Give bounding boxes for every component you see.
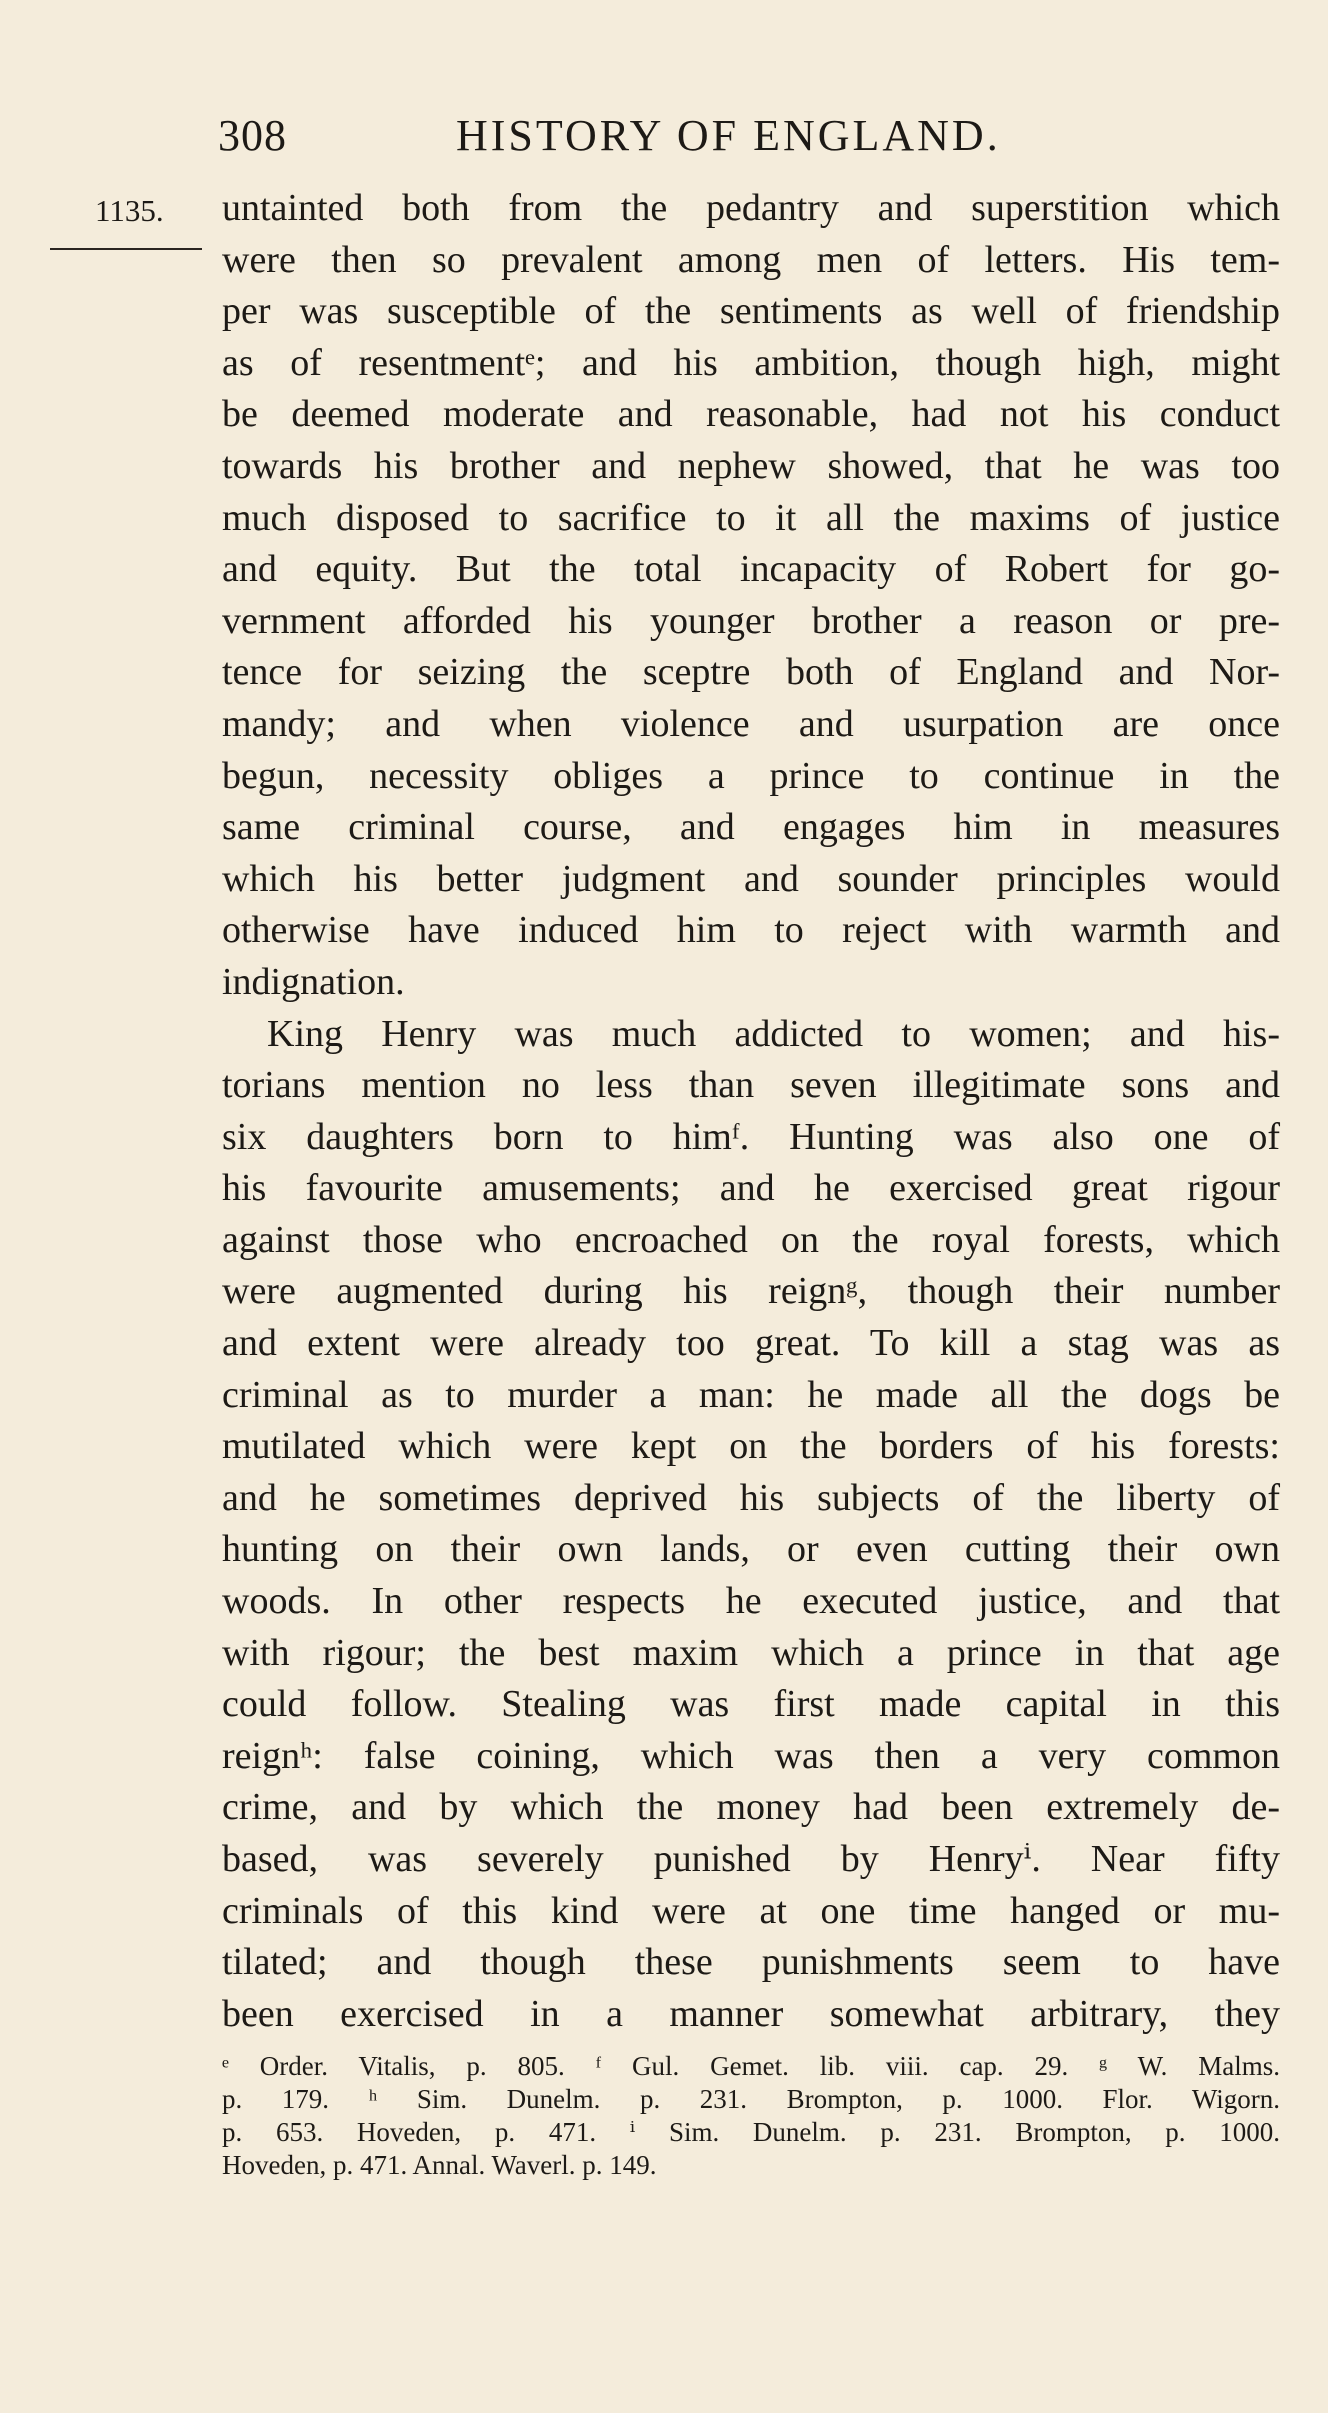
footnotes bbox=[222, 2050, 1280, 2182]
text-line: hunting on their own lands, or even cutting their own bbox=[222, 1528, 1280, 1571]
text-line: based, was severely punished by Henryⁱ. Near fifty bbox=[222, 1838, 1280, 1880]
text-line: indignation. bbox=[222, 960, 405, 1003]
text-line: mutilated which were kept on the borders of his forests: bbox=[222, 1425, 1280, 1468]
text-line: tilated; and though these punishments seem to have bbox=[222, 1941, 1280, 1984]
text-line: tence for seizing the sceptre both of England and Nor- bbox=[222, 651, 1280, 694]
text-line: and equity. But the total incapacity of Robert for go- bbox=[222, 548, 1280, 591]
text-line: as of resentmentᵉ; and his ambition, though high, might bbox=[222, 341, 1280, 384]
text-line: much disposed to sacrifice to it all the maxims of justice bbox=[222, 496, 1280, 539]
text-line: woods. In other respects he executed justice, and that bbox=[222, 1580, 1280, 1623]
text-line: and he sometimes deprived his subjects of the liberty of bbox=[222, 1476, 1280, 1519]
text-line: against those who encroached on the royal forests, which bbox=[222, 1218, 1280, 1261]
body-text bbox=[222, 183, 1280, 2040]
text-line: torians mention no less than seven illegitimate sons and bbox=[222, 1064, 1280, 1107]
footnote-line: ᵉ Order. Vitalis, p. 805. ᶠ Gul. Gemet. lib. viii. cap. 29. ᵍ W. Malms. bbox=[222, 2051, 1280, 2081]
text-line: were augmented during his reignᵍ, though their number bbox=[222, 1270, 1280, 1313]
text-line: per was susceptible of the sentiments as well of friendship bbox=[222, 290, 1280, 333]
text-line: with rigour; the best maxim which a prince in that age bbox=[222, 1631, 1280, 1674]
text-line: towards his brother and nephew showed, that he was too bbox=[222, 444, 1280, 487]
footnote-line: Hoveden, p. 471. Annal. Waverl. p. 149. bbox=[222, 2150, 657, 2180]
running-title: HISTORY OF ENGLAND. bbox=[456, 111, 1001, 160]
text-line: mandy; and when violence and usurpation are once bbox=[222, 702, 1280, 745]
margin-year: 1135. bbox=[95, 193, 164, 228]
page-number: 308 bbox=[218, 111, 287, 160]
text-line: begun, necessity obliges a prince to continue in the bbox=[222, 754, 1280, 797]
text-line: criminal as to murder a man: he made all the dogs be bbox=[222, 1373, 1280, 1416]
text-line: six daughters born to himᶠ. Hunting was also one of bbox=[222, 1115, 1280, 1158]
footnote-line: p. 179. ʰ Sim. Dunelm. p. 231. Brompton, p. 1000. Flor. Wigorn. bbox=[222, 2084, 1280, 2114]
text-line: were then so prevalent among men of letters. His tem- bbox=[222, 238, 1280, 281]
footnote-line: p. 653. Hoveden, p. 471. ⁱ Sim. Dunelm. p. 231. Brompton, p. 1000. bbox=[222, 2117, 1280, 2147]
margin-rule bbox=[50, 248, 202, 250]
text-line: vernment afforded his younger brother a reason or pre- bbox=[222, 599, 1280, 642]
text-line: criminals of this kind were at one time hanged or mu- bbox=[222, 1889, 1280, 1932]
page-header bbox=[218, 110, 1278, 170]
text-line: reignʰ: false coining, which was then a very common bbox=[222, 1734, 1280, 1777]
text-line: crime, and by which the money had been extremely de- bbox=[222, 1786, 1280, 1829]
text-line: which his better judgment and sounder principles would bbox=[222, 857, 1280, 900]
text-line: same criminal course, and engages him in measures bbox=[222, 806, 1280, 849]
text-line: could follow. Stealing was first made capital in this bbox=[222, 1683, 1280, 1726]
text-line: his favourite amusements; and he exercised great rigour bbox=[222, 1167, 1280, 1210]
text-line: been exercised in a manner somewhat arbitrary, they bbox=[222, 1992, 1280, 2035]
text-line: King Henry was much addicted to women; and his- bbox=[267, 1012, 1280, 1055]
text-line: otherwise have induced him to reject with warmth and bbox=[222, 909, 1280, 952]
text-line: untainted both from the pedantry and superstition which bbox=[222, 187, 1280, 229]
text-line: be deemed moderate and reasonable, had not his conduct bbox=[222, 393, 1280, 436]
text-line: and extent were already too great. To kill a stag was as bbox=[222, 1322, 1280, 1365]
